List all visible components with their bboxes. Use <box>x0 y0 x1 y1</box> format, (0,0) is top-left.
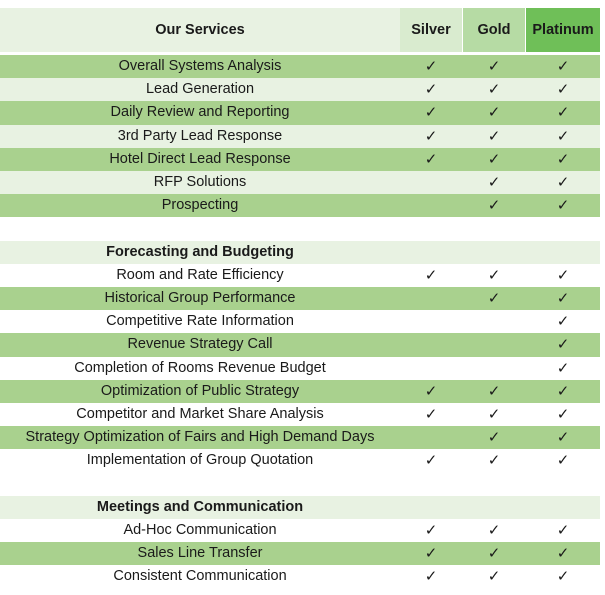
table-row <box>0 426 600 449</box>
gold-check-icon: ✓ <box>487 149 501 168</box>
service-label: Overall Systems Analysis <box>118 58 282 75</box>
gold-check-icon: ✓ <box>487 57 501 75</box>
platinum-check-icon: ✓ <box>556 428 570 447</box>
gold-check-icon: ✓ <box>487 451 501 470</box>
table-row <box>0 55 600 78</box>
silver-check-icon: ✓ <box>424 103 438 122</box>
services-header: Our Services <box>0 8 400 52</box>
table-row <box>0 403 600 426</box>
platinum-check-icon: ✓ <box>556 196 570 215</box>
platinum-check-icon: ✓ <box>556 289 570 307</box>
service-label: Competitor and Market Share Analysis <box>76 406 324 423</box>
service-label: RFP Solutions <box>153 174 247 191</box>
service-label: Historical Group Performance <box>104 290 296 307</box>
service-label: Lead Generation <box>145 81 255 98</box>
table-row <box>0 449 600 472</box>
service-label: Completion of Rooms Revenue Budget <box>74 359 326 376</box>
service-label: Revenue Strategy Call <box>127 336 273 353</box>
gold-check-icon: ✓ <box>487 265 501 284</box>
table-row <box>0 357 600 380</box>
table-row <box>0 310 600 333</box>
service-label: Implementation of Group Quotation <box>86 452 314 469</box>
platinum-check-icon: ✓ <box>556 405 570 423</box>
platinum-check-icon: ✓ <box>556 103 570 122</box>
silver-check-icon: ✓ <box>424 57 438 75</box>
platinum-check-icon: ✓ <box>556 358 570 377</box>
table-row <box>0 333 600 356</box>
silver-check-icon: ✓ <box>424 381 438 400</box>
spacer-row <box>0 473 600 496</box>
service-label: 3rd Party Lead Response <box>117 127 283 144</box>
section-title: Forecasting and Budgeting <box>106 243 294 260</box>
spacer-row <box>0 217 600 240</box>
silver-check-icon: ✓ <box>424 80 438 99</box>
gold-check-icon: ✓ <box>487 80 501 99</box>
table-row <box>0 101 600 124</box>
service-label: Ad-Hoc Communication <box>123 522 277 539</box>
service-label: Strategy Optimization of Fairs and High Demand Days <box>25 429 375 446</box>
table-row <box>0 125 600 148</box>
gold-check-icon: ✓ <box>487 289 501 307</box>
platinum-check-icon: ✓ <box>556 335 570 354</box>
silver-check-icon: ✓ <box>424 451 438 470</box>
gold-check-icon: ✓ <box>487 173 501 191</box>
platinum-check-icon: ✓ <box>556 126 570 145</box>
silver-check-icon: ✓ <box>424 126 438 145</box>
service-label: Competitive Rate Information <box>106 313 294 330</box>
silver-check-icon: ✓ <box>424 544 438 563</box>
table-row <box>0 519 600 542</box>
service-label: Room and Rate Efficiency <box>116 266 284 283</box>
gold-check-icon: ✓ <box>487 428 501 447</box>
section-header-row <box>0 241 600 264</box>
silver-check-icon: ✓ <box>424 567 438 586</box>
platinum-check-icon: ✓ <box>556 173 570 191</box>
gold-check-icon: ✓ <box>487 405 501 423</box>
gold-header: Gold <box>463 8 525 52</box>
platinum-check-icon: ✓ <box>556 312 570 331</box>
gold-check-icon: ✓ <box>487 196 501 215</box>
silver-check-icon: ✓ <box>424 521 438 539</box>
silver-check-icon: ✓ <box>424 265 438 284</box>
silver-header: Silver <box>400 8 462 52</box>
service-label: Daily Review and Reporting <box>110 104 290 121</box>
platinum-check-icon: ✓ <box>556 567 570 586</box>
gold-check-icon: ✓ <box>487 521 501 539</box>
table-row <box>0 78 600 101</box>
platinum-check-icon: ✓ <box>556 521 570 539</box>
table-row <box>0 148 600 171</box>
table-row <box>0 565 600 588</box>
gold-check-icon: ✓ <box>487 381 501 400</box>
platinum-check-icon: ✓ <box>556 265 570 284</box>
section-header-row <box>0 496 600 519</box>
gold-check-icon: ✓ <box>487 103 501 122</box>
platinum-check-icon: ✓ <box>556 149 570 168</box>
table-row <box>0 380 600 403</box>
section-title: Meetings and Communication <box>96 498 304 515</box>
gold-check-icon: ✓ <box>487 126 501 145</box>
table-row <box>0 171 600 194</box>
table-row <box>0 264 600 287</box>
service-label: Hotel Direct Lead Response <box>109 150 291 167</box>
service-label: Consistent Communication <box>113 568 287 585</box>
platinum-check-icon: ✓ <box>556 451 570 470</box>
platinum-check-icon: ✓ <box>556 80 570 99</box>
table-row <box>0 542 600 565</box>
service-label: Prospecting <box>161 197 239 214</box>
silver-check-icon: ✓ <box>424 405 438 423</box>
silver-check-icon: ✓ <box>424 149 438 168</box>
service-label: Sales Line Transfer <box>137 545 263 562</box>
platinum-header: Platinum <box>526 8 600 52</box>
platinum-check-icon: ✓ <box>556 544 570 563</box>
service-label: Optimization of Public Strategy <box>100 382 300 399</box>
gold-check-icon: ✓ <box>487 544 501 563</box>
table-row <box>0 287 600 310</box>
gold-check-icon: ✓ <box>487 567 501 586</box>
platinum-check-icon: ✓ <box>556 57 570 75</box>
platinum-check-icon: ✓ <box>556 381 570 400</box>
table-row <box>0 194 600 217</box>
